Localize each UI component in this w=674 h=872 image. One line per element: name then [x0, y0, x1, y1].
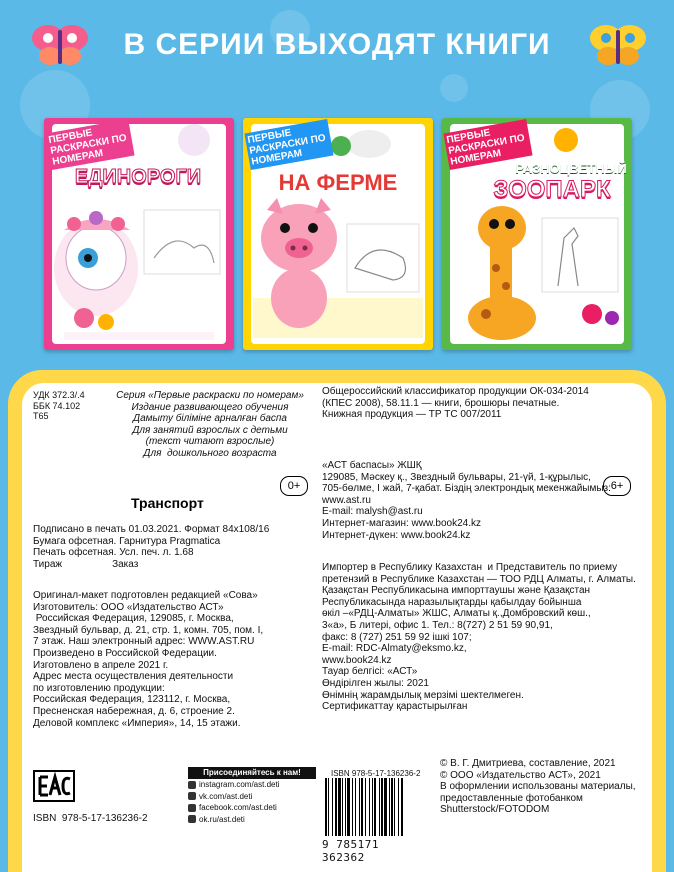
barcode: [323, 778, 427, 838]
social-link-instagram[interactable]: instagram.com/ast.deti: [188, 779, 316, 791]
barcode-bar: [347, 778, 350, 836]
series-info: Серия «Первые раскраски по номерам» Издание развивающего обучения Дамыту біліміне арналған баспа Для занятий взрослых с детьми (текст читают взрослые) Для дошкольного возраста: [116, 390, 304, 459]
barcode-bar: [374, 778, 376, 836]
social-link-ok[interactable]: ok.ru/ast.deti: [188, 814, 316, 826]
page-title: В СЕРИИ ВЫХОДЯТ КНИГИ: [123, 28, 551, 61]
barcode-bar: [369, 778, 370, 836]
isbn-barcode-label: ISBN 978-5-17-136236-2: [331, 769, 421, 778]
barcode-bar: [398, 778, 399, 836]
classifier-info: Общероссийский классификатор продукции ОК-034-2014 (КПЕС 2008), 58.11.1 — книги, брошюры печатные. Книжная продукция — ТР ТС 007/2011: [322, 386, 589, 421]
copyright-info: © В. Г. Дмитриева, составление, 2021 © ООО «Издательство АСТ», 2021 В оформлении использованы материалы, предоставленные фотобанком Shutterstock/FOTODOM: [440, 758, 636, 816]
publisher-info: Оригинал-макет подготовлен редакцией «Сова» Изготовитель: ООО «Издательство АСТ» Российская Федерация, 129085, г. Москва, Звездный бульвар, д. 21, стр. 1, комн. 705, пом. I, 7 этаж. Наш электронный адрес: WWW.AST.RU Произведено в Российской Федерации. Изготовлено в апреле 2021 г. Адрес места осуществления деятельности по изготовлению продукции: Российская Федерация, 123112, г. Москва, Пресненская набережная, д. 6, строение 2. Деловой комплекс «Империя», 14, 15 этажи.: [33, 590, 264, 729]
book-title-line1: РАЗНОЦВЕТНЫЙ: [515, 161, 627, 176]
book-title-line2: ЗООПАРК: [493, 176, 611, 203]
barcode-bar: [328, 778, 329, 836]
book-title: НА ФЕРМЕ: [278, 170, 398, 195]
eac-mark-icon: [33, 770, 75, 802]
barcode-bar: [352, 778, 353, 836]
social-link-vk[interactable]: vk.com/ast.deti: [188, 791, 316, 803]
barcode-bar: [332, 778, 333, 836]
ok-icon: [188, 815, 196, 823]
isbn-bottom: ISBN 978-5-17-136236-2: [33, 813, 148, 824]
barcode-bar: [355, 778, 356, 836]
barcode-digits: 9 785171 362362: [322, 838, 379, 864]
barcode-bar: [342, 778, 343, 836]
barcode-bar: [345, 778, 346, 836]
barcode-bar: [389, 778, 390, 836]
barcode-bar: [379, 778, 380, 836]
book-cover-farm[interactable]: [243, 118, 433, 350]
social-links: [188, 767, 316, 825]
book-cover-unicorns[interactable]: [44, 118, 234, 350]
book-covers: [0, 108, 674, 358]
vk-icon: [188, 792, 196, 800]
udk-codes: УДК 372.3/.4 ББК 74.102 Т65: [33, 390, 85, 421]
instagram-icon: [188, 781, 196, 789]
barcode-bar: [394, 778, 395, 836]
social-link-facebook[interactable]: facebook.com/ast.deti: [188, 802, 316, 814]
book-series-label: ПЕРВЫЕ РАСКРАСКИ ПО НОМЕРАМ: [443, 119, 532, 170]
importer-info: Импортер в Республику Казахстан и Представитель по приему претензий в Республике Казахстан — ТОО РДЦ Алматы, г. Алматы. Қазақстан Республикасына импорттаушы және Қазақстан Республикасында наразылықтарды қабылдау бойынша өкіл –«РДЦ-Алматы» ЖШС, Алматы қ.,Домбровский көш., 3«а», Б литері, офис 1. Тел.: 8(727) 2 51 59 90,91, факс: 8 (727) 251 59 92 ішкі 107; E-mail: RDC-Almaty@eksmo.kz, www.book24.kz Тауар белгісі: «АСТ» Өндірілген жылы: 2021 Өнімнің жарамдылық мерзімі шектелмеген. Сертификаттау қарастырылған: [322, 562, 636, 713]
facebook-icon: [188, 804, 196, 812]
barcode-bar: [359, 778, 360, 836]
book-series-label: ПЕРВЫЕ РАСКРАСКИ ПО НОМЕРАМ: [45, 119, 134, 170]
barcode-bar: [391, 778, 393, 836]
barcode-bar: [365, 778, 366, 836]
decor-bubble: [440, 74, 468, 102]
book-title-transport: Транспорт: [131, 495, 204, 511]
barcode-bar: [335, 778, 337, 836]
book-title: ЕДИНОРОГИ: [74, 166, 202, 188]
barcode-bar: [372, 778, 373, 836]
book-cover-zoo[interactable]: [442, 118, 632, 350]
barcode-bar: [381, 778, 383, 836]
age-rating-left: 0+: [280, 476, 308, 496]
barcode-bar: [384, 778, 387, 836]
barcode-bar: [325, 778, 327, 836]
barcode-bar: [401, 778, 403, 836]
social-header: Присоединяйтесь к нам!: [188, 767, 316, 779]
kz-publisher-info: «АСТ баспасы» ЖШҚ 129085, Мәскеу қ., Звездный бульвары, 21-үй, 1-құрылыс, 705-бөлме, I жай, 7-қабат. Біздің электрондық мекенжайымыз: www.ast.ru E-mail: malysh@ast.ru Интернет-магазин: www.book24.kz Интернет-дүкен: www.book24.kz: [322, 460, 611, 541]
print-info: Подписано в печать 01.03.2021. Формат 84x108/16 Бумага офсетная. Гарнитура Pragmatica Печать офсетная. Усл. печ. л. 1.68 Тираж Заказ: [33, 524, 270, 570]
barcode-bar: [338, 778, 341, 836]
barcode-bar: [361, 778, 363, 836]
age-rating-right: 6+: [603, 476, 631, 496]
book-series-label: ПЕРВЫЕ РАСКРАСКИ ПО НОМЕРАМ: [244, 119, 333, 170]
